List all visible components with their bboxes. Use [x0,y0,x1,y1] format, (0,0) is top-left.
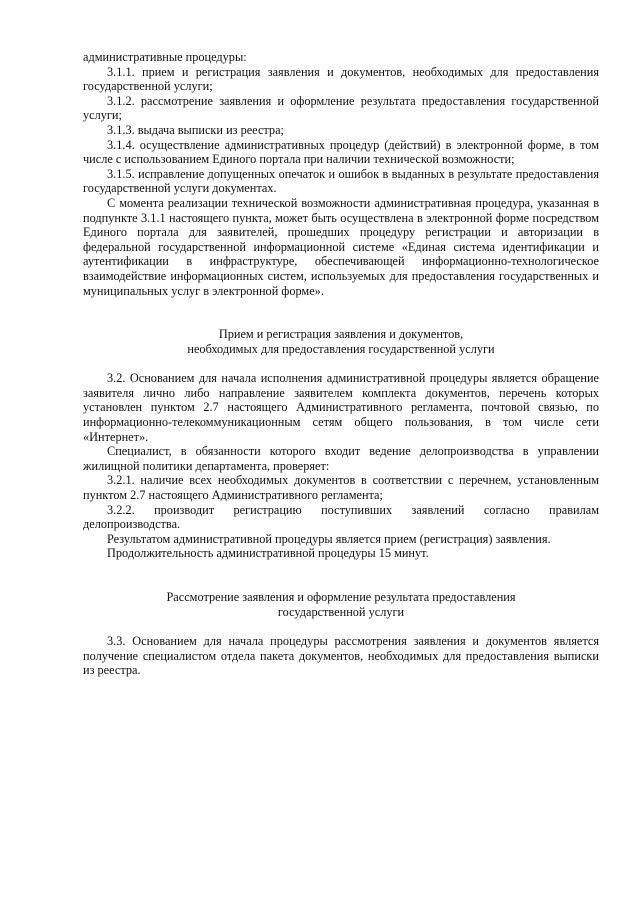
section-body [83,371,599,561]
list-item: 3.1.4. осуществление административных процедур (действий) в электронной форме, в том числе с использованием Единого портала при наличии технической возможности; [83,137,599,167]
section-body [83,634,599,678]
intro-line: административные процедуры: [83,50,247,64]
paragraph: Продолжительность административной процедуры 15 минут. [107,546,429,561]
section-heading-line: необходимых для предоставления государственной услуги [187,341,495,356]
paragraph: 3.2.1. наличие всех необходимых документов в соответствии с перечнем, установленным пунктом 2.7 настоящего Административного регламента; [83,473,599,503]
section-heading [83,327,599,356]
closing-paragraph: С момента реализации технической возможности административная процедура, указанная в подпункте 3.1.1 настоящего пункта, может быть осуществлена в электронной форме посредством Единого портала для заявителей, прошедших процедуру регистрации и авторизации в федеральной государственной информационной системе «Единая система идентификации и аутентификации в инфраструктуре, обеспечивающей информационно-технологическое взаимодействие информационных систем, используемых для предоставления государственных и муниципальных услуг в электронной форме». [83,195,599,298]
paragraph: Специалист, в обязанности которого входит ведение делопроизводства в управлении жилищной политики департамента, проверяет: [83,444,599,473]
list-item: 3.1.1. прием и регистрация заявления и документов, необходимых для предоставления государственной услуги; [83,64,599,94]
list-item: 3.1.5. исправление допущенных опечаток и ошибок в выданных в результате предоставления государственной услуги документах. [83,166,599,196]
list-item: 3.1.3. выдача выписки из реестра; [107,122,284,137]
document-body [83,50,599,678]
section-heading-line: государственной услуги [277,604,405,619]
paragraph: Результатом административной процедуры является прием (регистрация) заявления. [107,531,551,546]
section-heading [83,590,599,619]
section-heading-line: Прием и регистрация заявления и документов, [218,327,464,342]
paragraph: 3.2.2. производит регистрацию поступивших заявлений согласно правилам делопроизводства. [83,502,599,532]
paragraph: 3.2. Основанием для начала исполнения административной процедуры является обращение заявителя лично либо направление заявителем комплекта документов, перечень которых установлен пунктом 2.7 настоящего Административного регламента, почтовой связью, по информационно-телекоммуникационным сетям общего пользования, в том числе сети «Интернет». [83,371,599,444]
section-heading-line: Рассмотрение заявления и оформление результата предоставления [166,590,516,604]
paragraph: 3.3. Основанием для начала процедуры рассмотрения заявления и документов является получение специалистом отдела пакета документов, необходимых для предоставления выписки из реестра. [83,634,599,678]
list-item: 3.1.2. рассмотрение заявления и оформление результата предоставления государственной услуги; [83,93,599,123]
